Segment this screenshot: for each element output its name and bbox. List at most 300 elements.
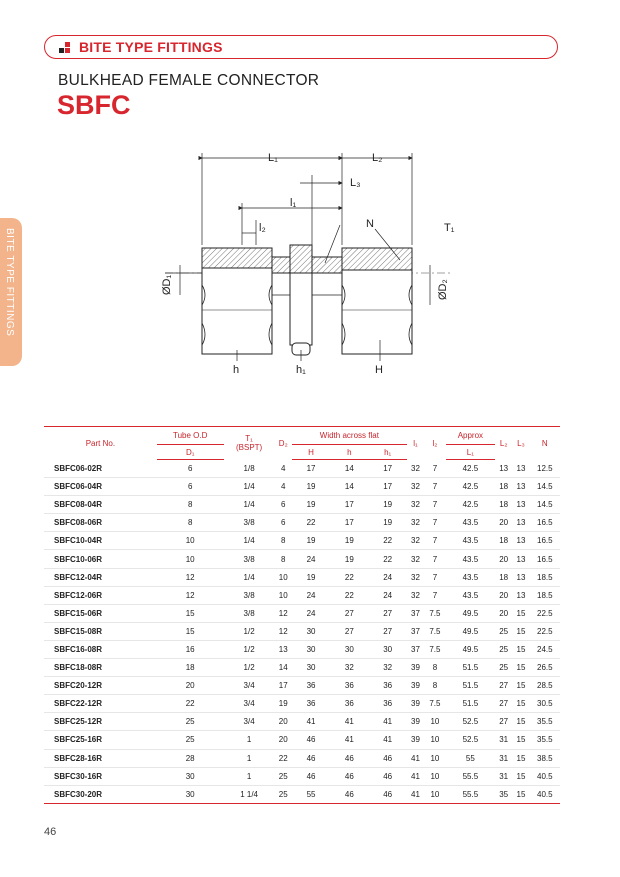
table-cell: 25 (495, 640, 512, 658)
table-cell: 19 (330, 550, 368, 568)
dim-D1: ØD₁ (161, 274, 173, 295)
table-cell: 12.5 (530, 460, 560, 478)
table-cell: 4 (275, 460, 292, 478)
part-number-cell: SBFC25-16R (44, 731, 157, 749)
part-number-cell: SBFC15-06R (44, 604, 157, 622)
table-cell: 39 (407, 713, 424, 731)
table-cell: 20 (157, 677, 224, 695)
table-cell: 22 (157, 695, 224, 713)
table-cell: 6 (157, 478, 224, 496)
table-cell: 25 (157, 713, 224, 731)
table-cell: 36 (330, 695, 368, 713)
table-cell: 51.5 (446, 677, 495, 695)
col-width-across-flat: Width across flat (292, 427, 407, 445)
table-cell: 46 (292, 749, 330, 767)
table-cell: 8 (424, 659, 446, 677)
table-cell: 15 (512, 695, 529, 713)
table-cell: 41 (368, 731, 406, 749)
col-part-no: Part No. (85, 438, 116, 448)
part-number-cell: SBFC08-04R (44, 496, 157, 514)
table-cell: 15 (512, 604, 529, 622)
part-number-cell: SBFC16-08R (44, 640, 157, 658)
table-cell: 20 (495, 586, 512, 604)
part-number-cell: SBFC30-16R (44, 767, 157, 785)
table-cell: 40.5 (530, 767, 560, 785)
col-N: N (541, 438, 548, 448)
table-cell: 17 (368, 478, 406, 496)
table-cell: 14 (330, 478, 368, 496)
table-cell: 7 (424, 478, 446, 496)
table-cell: 13 (512, 568, 529, 586)
table-cell: 18 (495, 496, 512, 514)
part-number-cell: SBFC18-08R (44, 659, 157, 677)
table-cell: 25 (275, 767, 292, 785)
col-l1: l₁ (413, 438, 418, 448)
table-cell: 7 (424, 514, 446, 532)
table-cell: 7.5 (424, 695, 446, 713)
table-cell: 13 (512, 586, 529, 604)
table-cell: 19 (275, 695, 292, 713)
table-cell: 3/8 (224, 586, 275, 604)
table-cell: 41 (368, 713, 406, 731)
table-cell: 19 (292, 478, 330, 496)
table-cell: 27 (330, 622, 368, 640)
table-cell: 51.5 (446, 659, 495, 677)
table-cell: 14.5 (530, 496, 560, 514)
technical-drawing (150, 145, 470, 385)
part-number-cell: SBFC30-20R (44, 785, 157, 803)
table-cell: 46 (330, 785, 368, 803)
table-cell: 12 (275, 604, 292, 622)
table-cell: 15 (512, 677, 529, 695)
table-cell: 30.5 (530, 695, 560, 713)
table-cell: 3/8 (224, 514, 275, 532)
table-cell: 20 (495, 604, 512, 622)
table-cell: 8 (275, 550, 292, 568)
table-cell: 30 (330, 640, 368, 658)
table-cell: 46 (330, 767, 368, 785)
table-cell: 10 (424, 785, 446, 803)
part-number-cell: SBFC12-04R (44, 568, 157, 586)
col-t1 (224, 427, 275, 460)
table-cell: 16 (157, 640, 224, 658)
table-cell: 22 (292, 514, 330, 532)
part-number-cell: SBFC10-06R (44, 550, 157, 568)
table-cell: 8 (157, 514, 224, 532)
table-cell: 1 (224, 731, 275, 749)
table-cell: 38.5 (530, 749, 560, 767)
table-cell: 10 (275, 586, 292, 604)
table-cell: 25 (495, 622, 512, 640)
table-cell: 39 (407, 731, 424, 749)
table-cell: 18 (157, 659, 224, 677)
table-cell: 39 (407, 659, 424, 677)
table-cell: 8 (157, 496, 224, 514)
table-row (44, 731, 560, 749)
table-cell: 19 (368, 514, 406, 532)
part-number-cell: SBFC22-12R (44, 695, 157, 713)
table-cell: 1/4 (224, 478, 275, 496)
table-cell: 4 (275, 478, 292, 496)
table-cell: 13 (512, 478, 529, 496)
table-cell: 30 (292, 622, 330, 640)
table-cell: 17 (330, 496, 368, 514)
table-cell: 18 (495, 478, 512, 496)
table-cell: 46 (368, 767, 406, 785)
table-row (44, 478, 560, 496)
col-h: h (330, 445, 368, 460)
callout-N: N (366, 218, 374, 230)
table-cell: 3/4 (224, 677, 275, 695)
table-cell: 22 (330, 586, 368, 604)
part-number-cell: SBFC20-12R (44, 677, 157, 695)
table-cell: 13 (512, 550, 529, 568)
banner-title: BITE TYPE FITTINGS (79, 39, 223, 55)
table-cell: 37 (407, 604, 424, 622)
table-cell: 40.5 (530, 785, 560, 803)
table-cell: 17 (368, 460, 406, 478)
table-cell: 20 (495, 514, 512, 532)
table-cell: 1/2 (224, 622, 275, 640)
table-cell: 31 (495, 731, 512, 749)
table-row (44, 785, 560, 803)
table-cell: 27 (368, 604, 406, 622)
table-cell: 17 (330, 514, 368, 532)
col-bspt-label: (BSPT) (235, 443, 263, 453)
table-cell: 1/2 (224, 659, 275, 677)
table-cell: 18.5 (530, 586, 560, 604)
table-cell: 24.5 (530, 640, 560, 658)
table-cell: 24 (292, 604, 330, 622)
table-cell: 16.5 (530, 532, 560, 550)
table-cell: 19 (292, 568, 330, 586)
table-cell: 7 (424, 550, 446, 568)
table-cell: 6 (275, 496, 292, 514)
col-L2: L₂ (499, 438, 508, 448)
table-row (44, 604, 560, 622)
table-cell: 42.5 (446, 478, 495, 496)
table-cell: 14 (275, 659, 292, 677)
table-cell: 7.5 (424, 640, 446, 658)
table-cell: 15 (157, 622, 224, 640)
table-cell: 10 (424, 731, 446, 749)
table-cell: 24 (368, 586, 406, 604)
table-cell: 28 (157, 749, 224, 767)
table-cell: 43.5 (446, 568, 495, 586)
table-cell: 8 (275, 532, 292, 550)
table-cell: 7 (424, 568, 446, 586)
table-cell: 3/8 (224, 604, 275, 622)
table-cell: 22 (330, 568, 368, 586)
table-cell: 32 (407, 586, 424, 604)
table-cell: 27 (368, 622, 406, 640)
table-cell: 7 (424, 532, 446, 550)
table-cell: 18.5 (530, 568, 560, 586)
table-cell: 24 (292, 550, 330, 568)
table-cell: 49.5 (446, 622, 495, 640)
table-cell: 41 (330, 713, 368, 731)
table-cell: 32 (368, 659, 406, 677)
table-cell: 10 (275, 568, 292, 586)
table-cell: 42.5 (446, 496, 495, 514)
table-row (44, 514, 560, 532)
table-cell: 12 (275, 622, 292, 640)
table-cell: 15 (512, 767, 529, 785)
table-cell: 36 (330, 677, 368, 695)
table-cell: 19 (368, 496, 406, 514)
table-cell: 22.5 (530, 604, 560, 622)
part-number-cell: SBFC06-04R (44, 478, 157, 496)
table-cell: 6 (275, 514, 292, 532)
part-number-cell: SBFC10-04R (44, 532, 157, 550)
table-cell: 32 (407, 514, 424, 532)
dim-D2: ØD₂ (437, 279, 449, 300)
table-cell: 19 (330, 532, 368, 550)
table-cell: 13 (495, 460, 512, 478)
table-cell: 37 (407, 622, 424, 640)
table-cell: 42.5 (446, 460, 495, 478)
table-cell: 27 (495, 695, 512, 713)
table-cell: 13 (512, 532, 529, 550)
table-row (44, 767, 560, 785)
table-cell: 32 (407, 550, 424, 568)
table-row (44, 622, 560, 640)
col-t1-label: T₁ (245, 434, 253, 444)
table-cell: 41 (330, 731, 368, 749)
table-cell: 1 (224, 767, 275, 785)
table-cell: 13 (512, 514, 529, 532)
table-cell: 32 (407, 460, 424, 478)
table-cell: 37 (407, 640, 424, 658)
dim-l2: l₂ (259, 222, 266, 234)
table-cell: 24 (368, 568, 406, 586)
table-cell: 16.5 (530, 514, 560, 532)
table-cell: 10 (424, 767, 446, 785)
table-row (44, 460, 560, 478)
table-cell: 30 (157, 767, 224, 785)
table-cell: 31 (495, 749, 512, 767)
table-cell: 43.5 (446, 514, 495, 532)
table-cell: 1 (224, 749, 275, 767)
table-cell: 26.5 (530, 659, 560, 677)
table-cell: 46 (330, 749, 368, 767)
table-cell: 41 (407, 785, 424, 803)
table-cell: 8 (424, 677, 446, 695)
table-cell: 35.5 (530, 731, 560, 749)
table-cell: 46 (368, 785, 406, 803)
table-row (44, 532, 560, 550)
table-cell: 22 (368, 550, 406, 568)
table-cell: 36 (368, 677, 406, 695)
table-cell: 20 (495, 550, 512, 568)
table-cell: 13 (512, 460, 529, 478)
table-cell: 41 (407, 767, 424, 785)
col-l2: l₂ (432, 438, 438, 448)
dim-L3: L₃ (350, 177, 361, 189)
table-body (44, 460, 560, 804)
dim-l1: l₁ (290, 197, 297, 209)
table-cell: 19 (292, 532, 330, 550)
table-cell: 13 (275, 640, 292, 658)
right-hex (342, 248, 412, 354)
callout-T1: T₁ (444, 222, 455, 234)
table-row (44, 496, 560, 514)
dim-h: h (233, 364, 240, 376)
table-cell: 3/4 (224, 695, 275, 713)
table-cell: 46 (368, 749, 406, 767)
table-cell: 27 (495, 677, 512, 695)
part-number-cell: SBFC08-06R (44, 514, 157, 532)
col-d2: D₂ (278, 438, 288, 448)
table-row (44, 695, 560, 713)
table-cell: 7 (424, 586, 446, 604)
table-cell: 32 (407, 532, 424, 550)
table-cell: 14.5 (530, 478, 560, 496)
table-cell: 27 (495, 713, 512, 731)
table-cell: 32 (407, 478, 424, 496)
table-cell: 15 (512, 622, 529, 640)
table-cell: 35.5 (530, 713, 560, 731)
table-cell: 7.5 (424, 604, 446, 622)
table-cell: 36 (292, 695, 330, 713)
squares-logo-icon (59, 42, 71, 54)
table-row (44, 568, 560, 586)
table-cell: 30 (368, 640, 406, 658)
table-row (44, 586, 560, 604)
table-row (44, 749, 560, 767)
page-number: 46 (44, 826, 57, 838)
side-tab[interactable] (0, 218, 22, 366)
table-cell: 1/4 (224, 532, 275, 550)
table-cell: 30 (292, 640, 330, 658)
body-center (272, 245, 342, 355)
table-cell: 15 (512, 749, 529, 767)
table-cell: 15 (512, 659, 529, 677)
table-cell: 12 (157, 568, 224, 586)
dim-H: H (375, 364, 383, 376)
table-cell: 17 (275, 677, 292, 695)
table-cell: 3/8 (224, 550, 275, 568)
table-row (44, 713, 560, 731)
table-cell: 32 (407, 568, 424, 586)
table-cell: 10 (424, 749, 446, 767)
col-H: H (292, 445, 330, 460)
table-cell: 28.5 (530, 677, 560, 695)
table-cell: 55.5 (446, 767, 495, 785)
table-cell: 36 (292, 677, 330, 695)
table-cell: 16.5 (530, 550, 560, 568)
table-cell: 43.5 (446, 586, 495, 604)
table-cell: 35 (495, 785, 512, 803)
table-cell: 1/4 (224, 568, 275, 586)
table-cell: 15 (512, 713, 529, 731)
col-approx: Approx (446, 427, 495, 445)
table-cell: 32 (330, 659, 368, 677)
dimensions-table (44, 426, 560, 804)
table-cell: 52.5 (446, 731, 495, 749)
table-cell: 15 (512, 731, 529, 749)
table-cell: 6 (157, 460, 224, 478)
dim-L2: L₂ (372, 152, 383, 164)
table-cell: 10 (157, 550, 224, 568)
table-cell: 19 (292, 496, 330, 514)
product-code: SBFC (57, 90, 131, 120)
table-cell: 7 (424, 460, 446, 478)
table-cell: 27 (330, 604, 368, 622)
table-cell: 46 (292, 767, 330, 785)
table-cell: 32 (407, 496, 424, 514)
table-cell: 7 (424, 496, 446, 514)
table-cell: 25 (275, 785, 292, 803)
table-cell: 41 (407, 749, 424, 767)
table-cell: 1/8 (224, 460, 275, 478)
col-L1: L₁ (446, 445, 495, 460)
table-cell: 22 (275, 749, 292, 767)
table-cell: 41 (292, 713, 330, 731)
nut-body (202, 248, 272, 354)
col-d1: D₁ (157, 445, 224, 460)
table-cell: 55.5 (446, 785, 495, 803)
table-cell: 39 (407, 695, 424, 713)
table-cell: 25 (495, 659, 512, 677)
table-cell: 43.5 (446, 550, 495, 568)
col-tube-od: Tube O.D (157, 427, 224, 445)
table-cell: 7.5 (424, 622, 446, 640)
dim-h1: h₁ (296, 364, 306, 376)
table-cell: 15 (157, 604, 224, 622)
table-cell: 36 (368, 695, 406, 713)
table-cell: 51.5 (446, 695, 495, 713)
table-cell: 1/4 (224, 496, 275, 514)
table-cell: 52.5 (446, 713, 495, 731)
table-cell: 20 (275, 731, 292, 749)
table-cell: 18 (495, 532, 512, 550)
part-number-cell: SBFC15-08R (44, 622, 157, 640)
table-cell: 30 (157, 785, 224, 803)
part-number-cell: SBFC12-06R (44, 586, 157, 604)
part-number-cell: SBFC28-16R (44, 749, 157, 767)
col-L3: L₃ (517, 438, 525, 448)
table-cell: 13 (512, 496, 529, 514)
section-banner (44, 35, 558, 59)
table-row (44, 640, 560, 658)
table-cell: 43.5 (446, 532, 495, 550)
part-number-cell: SBFC06-02R (44, 460, 157, 478)
table-cell: 25 (157, 731, 224, 749)
table-cell: 22.5 (530, 622, 560, 640)
table-cell: 1/2 (224, 640, 275, 658)
table-row (44, 550, 560, 568)
col-h1: h₁ (368, 445, 406, 460)
table-cell: 15 (512, 785, 529, 803)
dim-L1: L₁ (268, 152, 278, 164)
table-cell: 49.5 (446, 604, 495, 622)
table-cell: 10 (424, 713, 446, 731)
table-cell: 18 (495, 568, 512, 586)
table-cell: 31 (495, 767, 512, 785)
table-cell: 55 (292, 785, 330, 803)
table-cell: 46 (292, 731, 330, 749)
table-cell: 55 (446, 749, 495, 767)
table-cell: 12 (157, 586, 224, 604)
table-cell: 17 (292, 460, 330, 478)
table-cell: 49.5 (446, 640, 495, 658)
table-cell: 24 (292, 586, 330, 604)
table-cell: 39 (407, 677, 424, 695)
part-number-cell: SBFC25-12R (44, 713, 157, 731)
table-cell: 20 (275, 713, 292, 731)
product-name: BULKHEAD FEMALE CONNECTOR (58, 72, 320, 89)
